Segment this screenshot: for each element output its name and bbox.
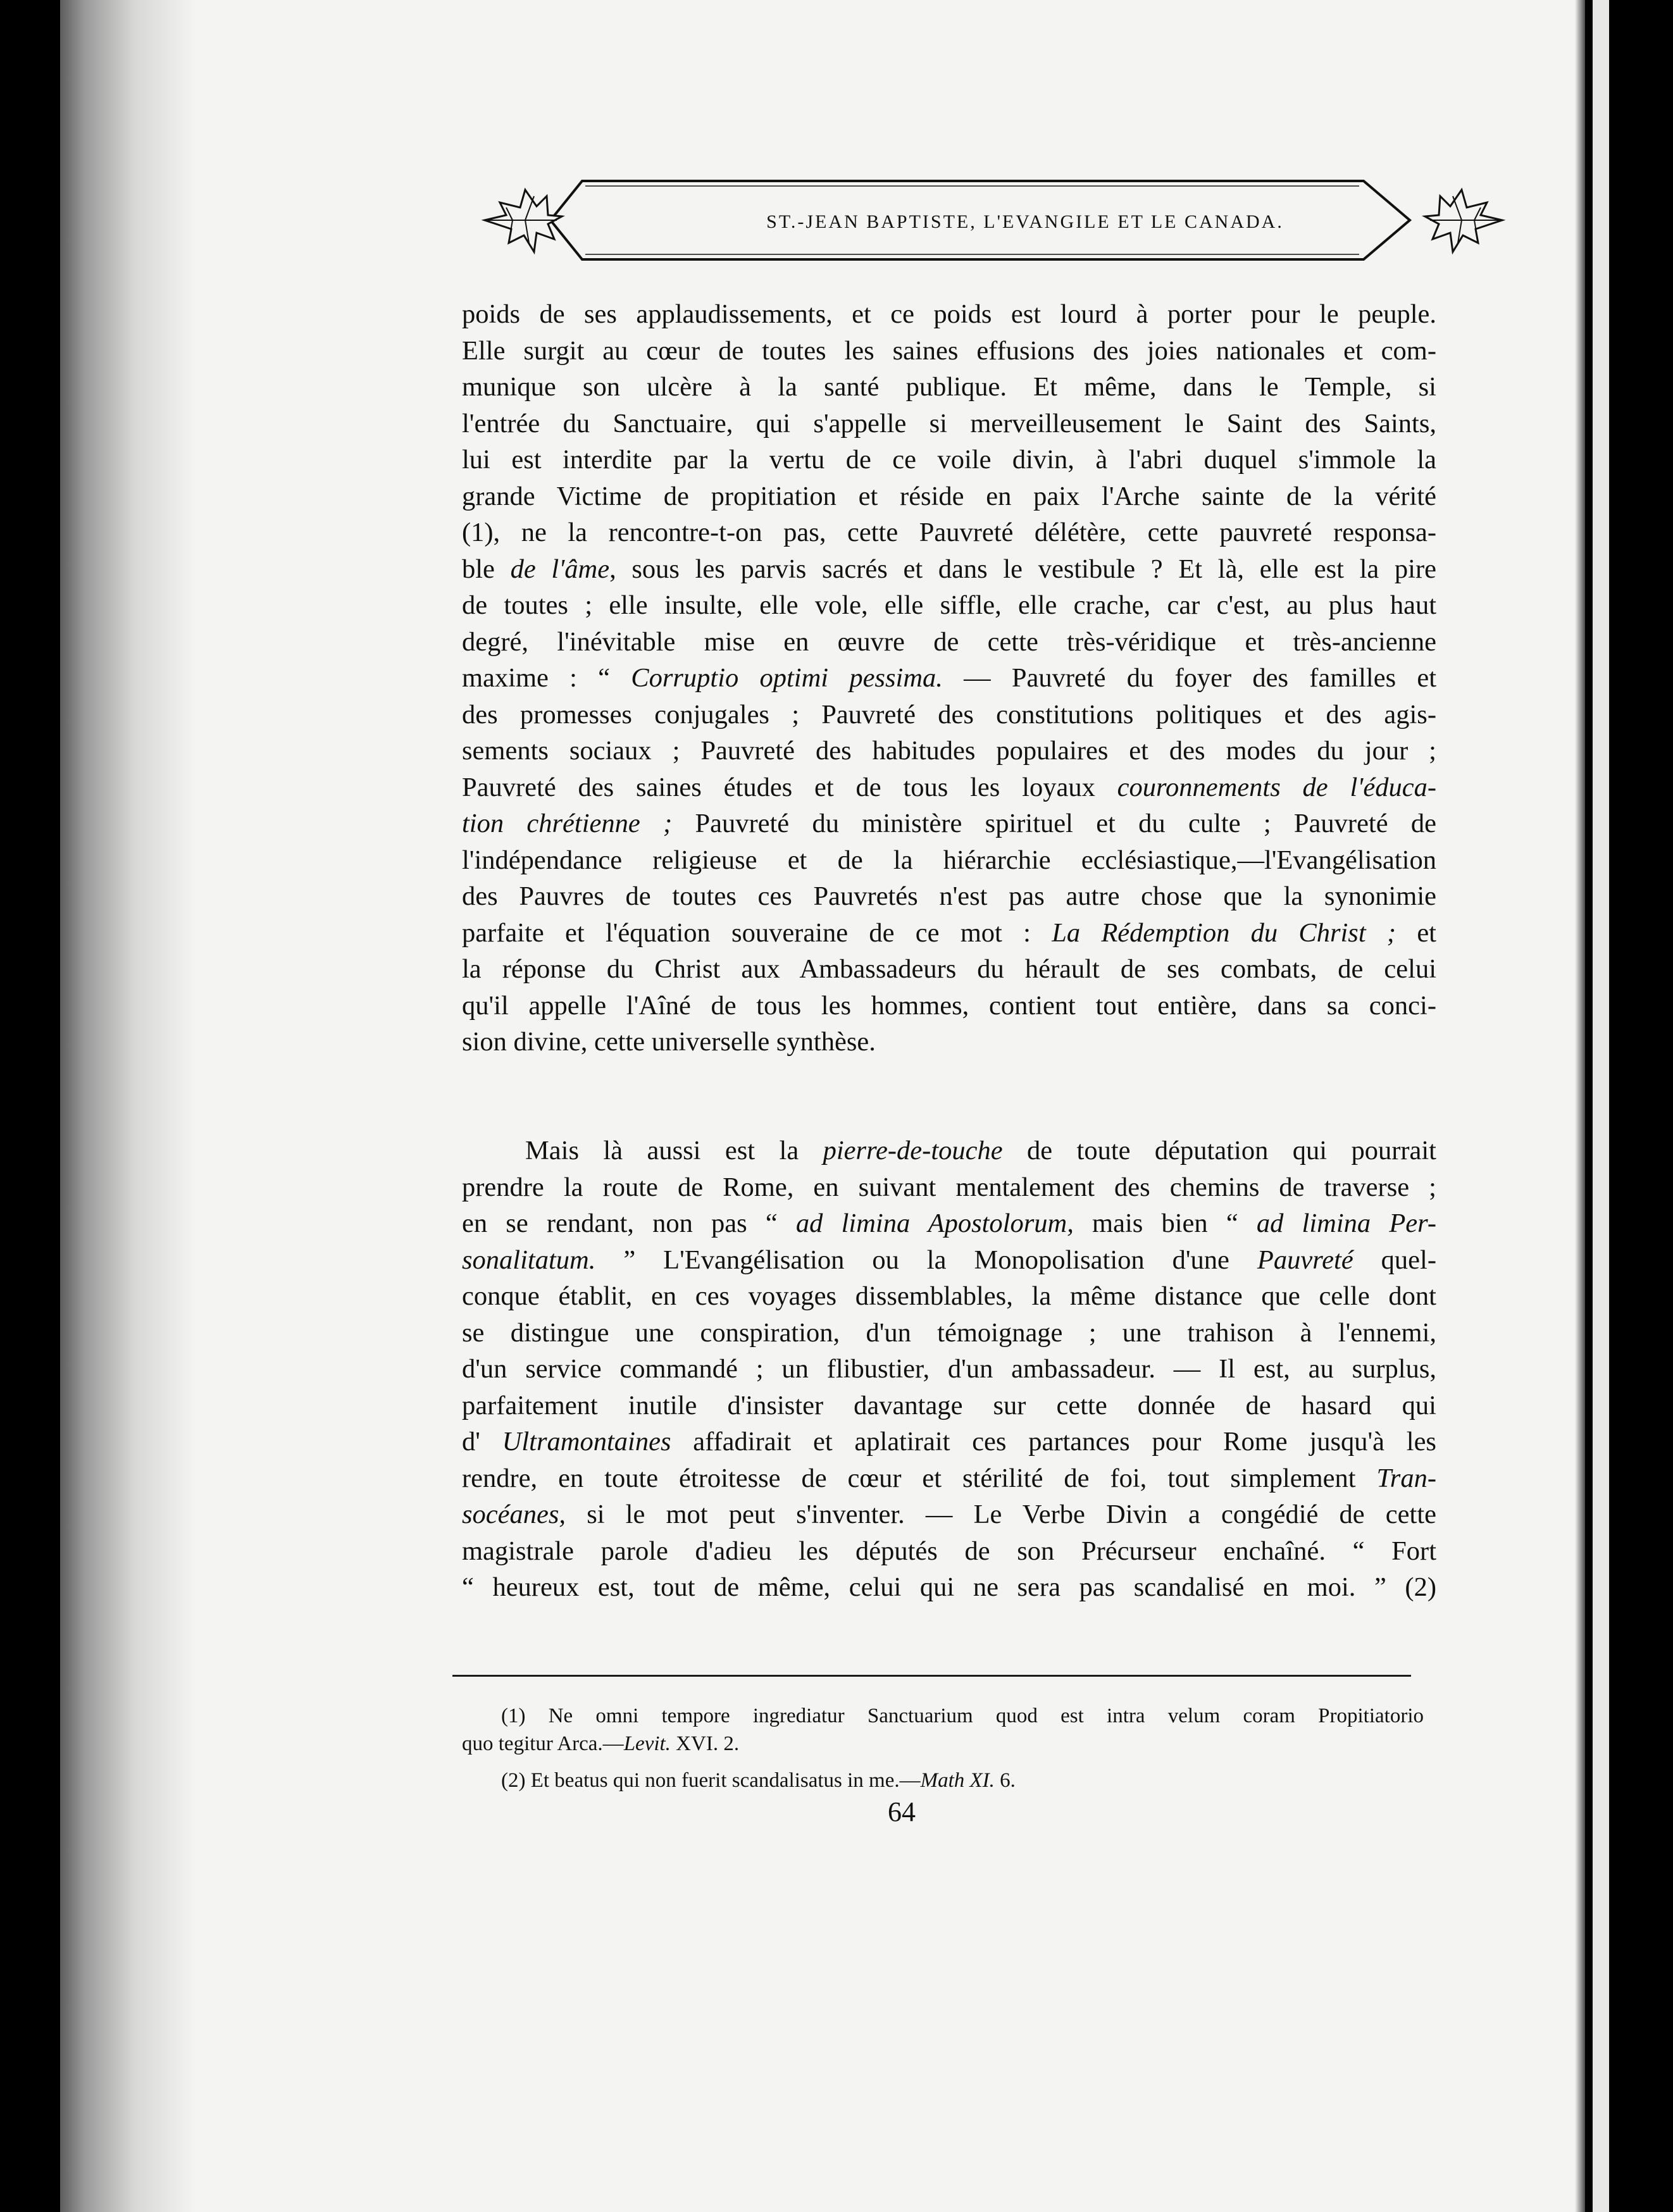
page-number: 64 [888,1796,916,1827]
text-line: magistrale parole d'adieu les députés de son Précurseur enchaîné. “ Fort [462,1536,1436,1566]
italic-run: ad limina Apostolorum, [795,1209,1074,1238]
footnote-2 [462,1767,1424,1794]
running-head-ornament [481,177,1506,272]
italic-run: Levit. [623,1732,671,1755]
italic-run: Math XI. [920,1769,995,1792]
text-line: degré, l'inévitable mise en œuvre de cette très-véridique et très-ancienne [462,626,1436,657]
running-head-title: ST.-JEAN BAPTISTE, L'EVANGILE ET LE CANADA. [766,211,1284,232]
text-run: quel- [1353,1245,1437,1275]
text-run: Mais là aussi est la [525,1136,823,1165]
text-line: Elle surgit au cœur de toutes les saines effusions des joies nationales et com- [462,335,1436,366]
text-run: ” L'Evangélisation ou la Monopolisation d'une [595,1245,1257,1275]
text-line: des promesses conjugales ; Pauvreté des constitutions politiques et des agis- [462,699,1436,730]
italic-run: sonalitatum. [462,1245,596,1275]
italic-run: tion chrétienne ; [462,809,673,838]
page-shadow-left [60,0,196,2212]
maple-leaf-left-icon [485,190,562,252]
text-line: lui est interdite par la vertu de ce voile divin, à l'abri duquel s'immole la [462,445,1436,475]
text-line [462,1496,1436,1533]
text-line [462,660,1436,697]
text-line [462,551,1436,588]
text-run: XVI. 2. [670,1732,740,1755]
text-line: des Pauvres de toutes ces Pauvretés n'est pas autre chose que la synonimie [462,881,1436,911]
text-line: munique son ulcère à la santé publique. Et même, dans le Temple, si [462,372,1436,402]
text-line: l'entrée du Sanctuaire, qui s'appelle si merveilleusement le Saint des Saints, [462,408,1436,438]
text-run: ble [462,554,511,584]
footnotes [462,1702,1424,1794]
italic-run: de l'âme [510,554,610,584]
text-run: en se rendant, non pas “ [462,1209,796,1238]
text-line: conque établit, en ces voyages dissemblables, la même distance que celle dont [462,1281,1436,1311]
footnote-line: (1) Ne omni tempore ingrediatur Sanctuarium quod est intra velum coram Propitiatorio [501,1705,1424,1727]
text-run: rendre, en toute étroitesse de cœur et stérilité de foi, tout simplement [462,1463,1377,1493]
italic-run: ad limina Per- [1256,1209,1436,1238]
paragraph-1 [462,296,1436,1060]
text-run: mais bien “ [1073,1209,1257,1238]
maple-leaf-right-icon [1425,190,1502,252]
text-line [462,1460,1436,1497]
text-run: Pauvreté du ministère spirituel et du culte ; Pauvreté de [672,809,1437,838]
italic-run: La Rédemption du Christ ; [1052,917,1396,948]
text-line: (1), ne la rencontre-t-on pas, cette Pauvreté délétère, cette pauvreté responsa- [462,518,1436,547]
text-line [462,1424,1436,1460]
text-line [462,1205,1436,1242]
text-run: maxime : “ [462,663,631,693]
text-run: parfaite et l'équation souveraine de ce mot : [462,917,1052,948]
text-run: , sous les parvis sacrés et dans le vestibule ? Et là, elle est la pire [609,554,1437,584]
text-line: sements sociaux ; Pauvreté des habitudes populaires et des modes du jour ; [462,736,1436,766]
text-line [462,1133,1436,1169]
text-run: si le mot peut s'inventer. — Le Verbe Divin a congédié de cette [566,1500,1436,1529]
italic-run: Ultramontaines [502,1427,671,1457]
text-line [462,769,1436,806]
text-line [462,915,1436,952]
text-run: 6. [994,1769,1016,1792]
text-line: qu'il appelle l'Aîné de tous les hommes, contient tout entière, dans sa conci- [462,990,1436,1021]
italic-run: Corruptio optimi pessima. [631,663,943,693]
scan-border-left [0,0,60,2212]
page-shadow-right [1575,0,1585,2212]
text-line: la réponse du Christ aux Ambassadeurs du hérault de ses combats, de celui [462,954,1436,984]
text-run: quo tegitur Arca.— [462,1732,624,1755]
footnote-line [462,1730,1424,1758]
text-line [462,805,1436,842]
italic-run: Tran- [1376,1463,1436,1493]
text-line: de toutes ; elle insulte, elle vole, elle siffle, elle crache, car c'est, au plus haut [462,590,1436,620]
text-line: sion divine, cette universelle synthèse. [462,1027,876,1057]
text-run: Pauvreté des saines études et de tous les loyaux [462,772,1117,802]
italic-run: pierre-de-touche [823,1136,1003,1165]
scan-border-right [1585,0,1673,2212]
footnote-1 [462,1702,1424,1758]
text-line: prendre la route de Rome, en suivant mentalement des chemins de traverse ; [462,1172,1436,1202]
text-run: et [1396,917,1436,948]
text-line: poids de ses applaudissements, et ce poids est lourd à porter pour le peuple. [462,299,1436,329]
text-line: parfaitement inutile d'insister davantage sur cette donnée de hasard qui [462,1390,1436,1420]
text-run: (2) Et beatus qui non fuerit scandalisatus in me.— [501,1769,921,1792]
facing-page-edge [1593,0,1609,2212]
text-run: — Pauvreté du foyer des familles et [942,663,1437,693]
text-run: affadirait et aplatirait ces partances pour Rome jusqu'à les [671,1427,1436,1457]
text-line: d'un service commandé ; un flibustier, d'un ambassadeur. — Il est, au surplus, [462,1354,1436,1384]
text-line: “ heureux est, tout de même, celui qui ne sera pas scandalisé en moi. ” (2) [462,1572,1436,1602]
text-line [462,1242,1436,1279]
text-run: d' [462,1427,502,1457]
text-line: l'indépendance religieuse et de la hiérarchie ecclésiastique,—l'Evangélisation [462,845,1436,875]
text-line: se distingue une conspiration, d'un témoignage ; une trahison à l'ennemi, [462,1317,1436,1348]
italic-run: socéanes, [462,1500,566,1529]
text-line: grande Victime de propitiation et réside en paix l'Arche sainte de la vérité [462,481,1436,511]
footnote-divider [452,1675,1411,1677]
paragraph-2 [462,1133,1436,1606]
italic-run: couronnements de l'éduca- [1117,772,1437,802]
text-run: de toute députation qui pourrait [1002,1136,1436,1165]
italic-run: Pauvreté [1257,1245,1353,1275]
